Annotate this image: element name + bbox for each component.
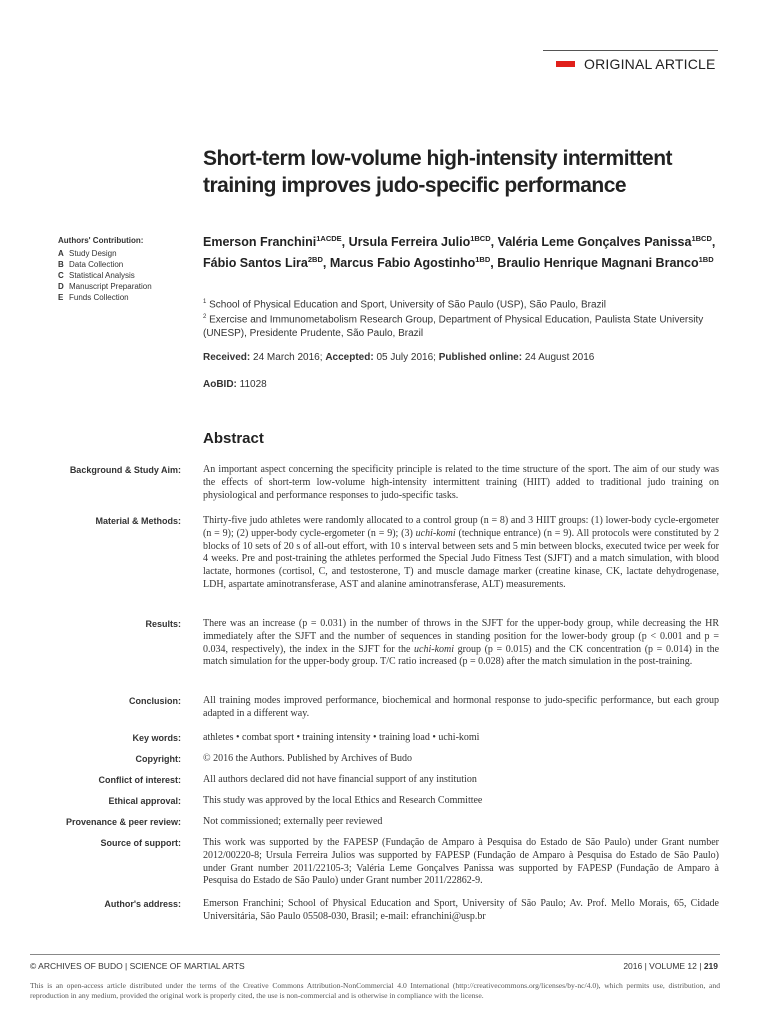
conclusion-label: Conclusion: [129,696,181,706]
methods-text: Thirty-five judo athletes were randomly allocated to a control group (n = 8) and 3 HIIT groups: (1) lower-body cycle-ergometer (n = 9); (2) upper-body cycle-ergometer (n = 9); (3) uchi-komi (technique entrance) (n = 9). All protocols were constituted by 2 blocks of 10 sets of 20 s of all-out effort, with 10 s interval between sets and 5 min between blocks, executed twice per week for 4 weeks. Pre and post-training the athletes performed the Special Judo Fitness Test (SJFT) and a match simulation, with blood lactate, hormones (cortisol, C, and testosterone, T) and muscle damage marker (creatine kinase, CK, lactate dehydrogenase, LDH, aspartate aminotransferase, AST and alanine aminotransferase, ALT) measurements. [203,515,719,590]
copyright-label: Copyright: [135,754,181,764]
author-name: Braulio Henrique Magnani Branco [497,256,699,271]
ethical-label: Ethical approval: [108,796,181,806]
ethical-text: This study was approved by the local Ethics and Research Committee [203,795,483,806]
keywords-text: athletes • combat sport • training intensity • training load • uchi-komi [203,732,480,743]
issue-info: 2016 | VOLUME 12 | 219 [623,961,718,971]
address-label: Author's address: [104,899,181,909]
publication-dates: Received: 24 March 2016; Accepted: 05 July 2016; Published online: 24 August 2016 [203,352,595,363]
author-name: Marcus Fabio Agostinho [329,256,476,271]
conflict-label: Conflict of interest: [98,775,181,785]
conflict-text: All authors declared did not have financial support of any institution [203,774,477,785]
author-name: Ursula Ferreira Julio [348,235,471,250]
article-title: Short-term low-volume high-intensity intermittent training improves judo-specific performance [203,147,673,197]
affiliations [203,296,723,340]
support-text: This work was supported by the FAPESP (Fundação de Amparo à Pesquisa do Estado de São Paulo) under Grant number 2012/00220-8; Ursula Ferreira Julios was supported by FAPESP (Fundação de Amparo à Pesquisa do Estado de São Paulo) under Grant number 2011/22105-3; Valéria Leme Gonçalves Panissa was supported by FAPESP (Fundação de Amparo à Pesquisa do Estado de São Paulo) under Grant number 2011/22862-9. [203,837,719,887]
footer-rule [30,954,720,955]
address-text: Emerson Franchini; School of Physical Education and Sport, University of São Paulo; Av. Prof. Mello Morais, 65, Cidade Universitária, São Paulo 05508-030, Brasil; e-mail: efranchini@usp.br [203,898,719,922]
keywords-label: Key words: [132,733,181,743]
affiliation-item: $^1$ School of Physical Education and Sport, University of São Paulo (USP), São Paulo, Brazil [203,299,606,311]
author-list: Emerson Franchini$^{1ACDE}$, Ursula Ferreira Julio$^{1BCD}$, Valéria Leme Gonçalves Panissa$^{1BCD}$, Fábio Santos Lira$^{2BD}$, Marcus Fabio Agostinho$^{1BD}$, Braulio Henrique Magnani Branco$^{1BD}$ [203,234,716,271]
provenance-label: Provenance & peer review: [65,817,181,827]
author-name: Emerson Franchini [203,235,317,250]
results-text: There was an increase (p = 0.031) in the number of throws in the SJFT for the upper-body group, while decreasing the HR immediately after the SJFT and the number of sequences in standing position for the lower-body group (p < 0.001 and p = 0.034, respectively), the index in the SJFT for the uchi-komi group (p = 0.015) and the CK concentration (p = 0.014) in the match simulation for the upper-body group. T/C ratio increased (p = 0.028) after the match simulation in the post-training. [203,618,720,668]
contribution-item: C Statistical Analysis [58,271,135,280]
aobid: AoBID: 11028 [203,379,267,390]
background-text: An important aspect concerning the specificity principle is related to the time structure of the sport. The aim of our study was the effects of short-term low-volume high-intensity intermittent training (HIIT) added to traditional judo training on physiological and performance responses to judo-specific tasks. [203,464,719,501]
conclusion-text: All training modes improved performance, biochemical and hormonal response to judo-specific performance, but each group adapted in a different way. [203,695,719,719]
support-label: Source of support: [100,838,181,848]
contribution-title: Authors' Contribution: [58,236,144,245]
provenance-text: Not commissioned; externally peer reviewed [203,816,383,827]
contribution-item: B Data Collection [58,260,124,269]
article-type-label: ORIGINAL ARTICLE [584,56,716,72]
authors-contribution [58,235,198,303]
page-number: 219 [703,961,718,971]
background-label: Background & Study Aim: [69,465,181,475]
contribution-item: D Manuscript Preparation [58,282,152,291]
author-name: Valéria Leme Gonçalves Panissa [497,235,692,250]
article-type-bar [556,61,575,67]
abstract-heading: Abstract [203,430,264,447]
journal-name: © ARCHIVES OF BUDO | SCIENCE OF MARTIAL ARTS [30,961,245,971]
affiliation-item: $^2$ Exercise and Immunometabolism Research Group, Department of Physical Education, Paulista State University (UNESP), Presidente Prudente, São Paulo, Brazil [203,314,704,339]
header-rule [543,50,718,51]
license-notice: This is an open-access article distributed under the terms of the Creative Commons Attribution-NonCommercial 4.0 International (http://creativecommons.org/licenses/by-nc/4.0), which permits use, distribution, and reproduction in any medium, provided the original work is properly cited, the use is non-commercial and is otherwise in compliance with the license. [30,981,720,1000]
copyright-text: © 2016 the Authors. Published by Archives of Budo [203,753,412,764]
author-name: Fábio Santos Lira [203,256,308,271]
methods-label: Material & Methods: [95,516,181,526]
results-label: Results: [145,619,181,629]
contribution-item: A Study Design [58,249,117,258]
contribution-item: E Funds Collection [58,293,129,302]
